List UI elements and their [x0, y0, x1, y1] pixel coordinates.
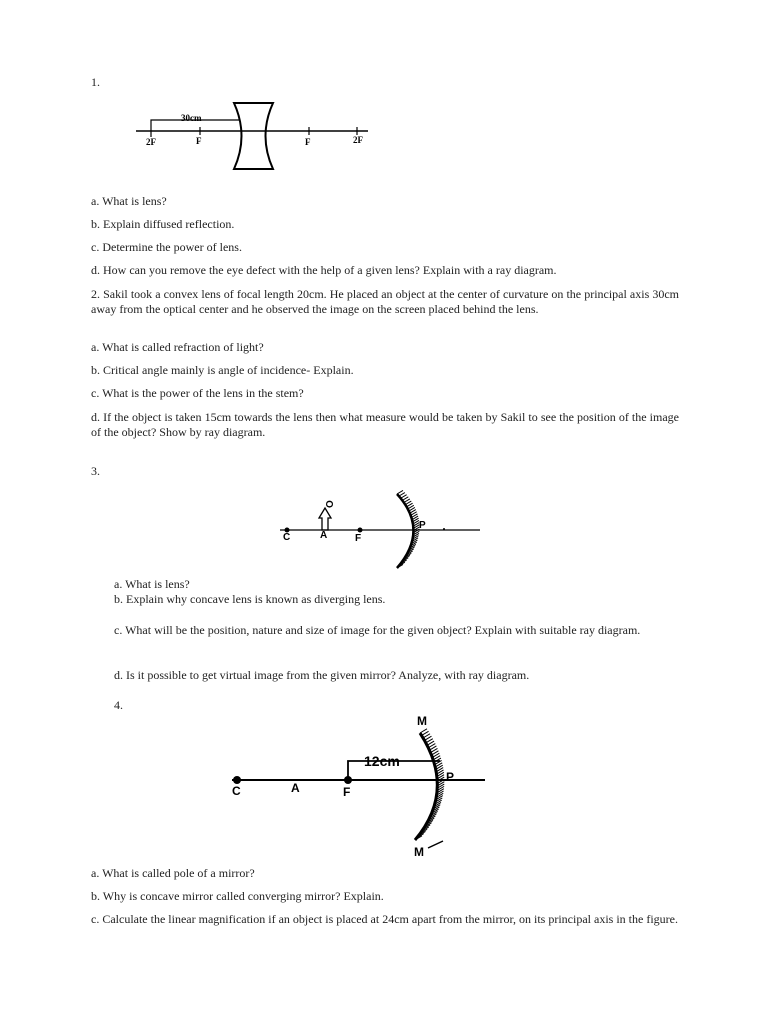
q4-part-a: a. What is called pole of a mirror?: [91, 866, 255, 880]
q1-part-a: a. What is lens?: [91, 194, 167, 208]
q2-part-c: c. What is the power of the lens in the stem?: [91, 386, 304, 400]
q1-label-2f-left: 2F: [146, 137, 156, 147]
q1-distance-label: 30cm: [181, 113, 202, 123]
q3-label-a: A: [320, 530, 328, 541]
q3-label-c: C: [283, 532, 291, 543]
q2-part-d: d. If the object is taken 15cm towards the lens then what measure would be taken by Sakil to see the position of the image of the object? Show by ray diagram.: [91, 410, 679, 439]
q4-label-a: A: [291, 781, 300, 795]
question-4-number: 4.: [114, 698, 123, 712]
q4-label-m-bottom: M: [414, 845, 424, 859]
q3-part-c: c. What will be the position, nature and size of image for the given object? Explain with suitable ray diagram.: [114, 623, 641, 637]
q3-label-p: P: [419, 520, 426, 531]
q1-part-b: b. Explain diffused reflection.: [91, 217, 235, 231]
q4-label-m-top: M: [417, 714, 427, 728]
q1-label-f-right: F: [305, 137, 311, 147]
q1-part-d: d. How can you remove the eye defect with the help of a given lens? Explain with a ray diagram.: [91, 263, 557, 277]
q3-label-o: O: [325, 500, 336, 508]
q3-part-a: a. What is lens?: [114, 577, 190, 591]
q3-label-f: F: [355, 533, 362, 544]
q3-part-d: d. Is it possible to get virtual image from the given mirror? Analyze, with ray diagram.: [114, 668, 530, 682]
q4-label-f: F: [343, 785, 351, 799]
q4-part-b: b. Why is concave mirror called converging mirror? Explain.: [91, 889, 384, 903]
q4-part-c: c. Calculate the linear magnification if an object is placed at 24cm apart from the mirror, on its principal axis in the figure.: [91, 912, 678, 926]
q4-label-c: C: [232, 784, 241, 798]
question-2-stem: 2. Sakil took a convex lens of focal length 20cm. He placed an object at the center of curvature on the principal axis 30cm away from the optical center and he observed the image on the screen placed behind the lens.: [91, 287, 679, 316]
q2-part-b: b. Critical angle mainly is angle of incidence- Explain.: [91, 363, 354, 377]
q3-part-b: b. Explain why concave lens is known as diverging lens.: [114, 592, 386, 606]
q1-part-c: c. Determine the power of lens.: [91, 240, 242, 254]
q1-label-f-left: F: [196, 136, 202, 146]
q4-label-p: P: [446, 770, 455, 784]
q4-distance-label: 12cm: [364, 753, 400, 769]
q1-label-2f-right: 2F: [353, 135, 363, 145]
question-1-number: 1.: [91, 75, 100, 89]
question-3-number: 3.: [91, 464, 100, 478]
q2-part-a: a. What is called refraction of light?: [91, 340, 264, 354]
